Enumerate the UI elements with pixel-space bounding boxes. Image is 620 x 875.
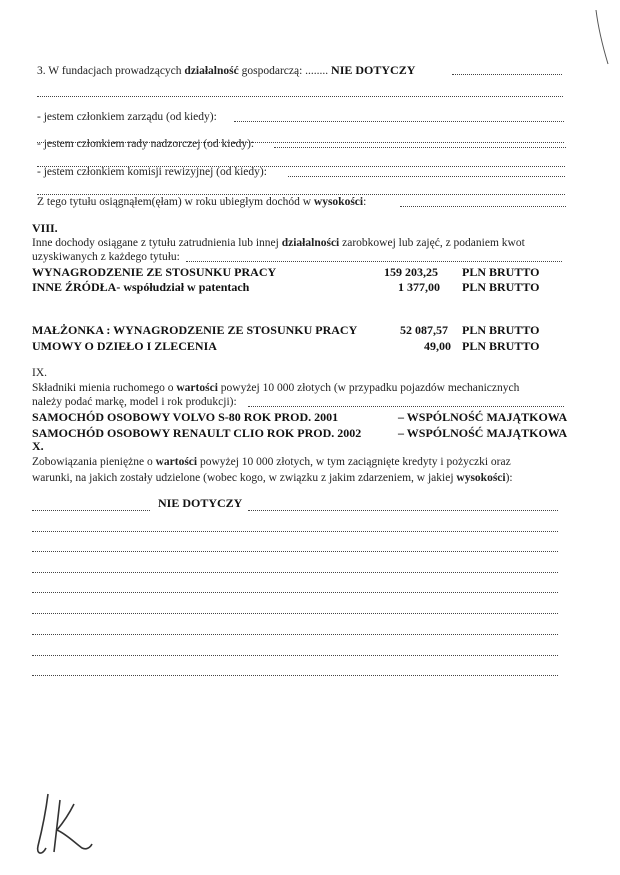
intro-text: Inne dochody osiągane z tytułu zatrudnienia lub innej (32, 237, 279, 249)
income-line (37, 196, 366, 209)
intro-bold: działalności (281, 237, 340, 249)
fill-line (32, 531, 558, 532)
handwritten-initials (30, 790, 100, 865)
audit-committee-label: - jestem członkiem komisji rewizyjnej (od kiedy): (37, 166, 267, 178)
income-row-label: UMOWY O DZIEŁO I ZLECENIA (32, 339, 217, 353)
fill-line (37, 96, 563, 97)
income-bold: wysokości (313, 196, 364, 208)
fill-line (248, 510, 558, 511)
intro-text: zarobkowej lub zajęć, z podaniem kwot (342, 237, 525, 249)
intro-text: warunki, na jakich zostały udzielone (wobec kogo, w związku z jakim zdarzeniem, w jakiej (32, 472, 454, 484)
item-3-value: NIE DOTYCZY (331, 63, 416, 77)
section-x-intro-line1 (32, 456, 511, 469)
section-heading-viii: VIII. (32, 221, 58, 235)
movable-asset-label: SAMOCHÓD OSOBOWY VOLVO S-80 ROK PROD. 2001 (32, 410, 339, 424)
income-row-label: MAŁŻONKA : WYNAGRODZENIE ZE STOSUNKU PRACY (32, 323, 358, 337)
supervisory-board-label: - jestem członkiem rady nadzorczej (od kiedy): (37, 138, 255, 150)
income-row-unit: PLN BRUTTO (462, 339, 540, 353)
section-heading-x: X. (32, 439, 44, 453)
income-prefix: Z tego tytułu osiągnąłem(ęłam) w roku ubiegłym dochód w (37, 196, 312, 208)
fill-line (248, 406, 564, 407)
income-row-amount: 49,00 (424, 339, 451, 353)
fill-line (32, 551, 558, 552)
income-row-unit: PLN BRUTTO (462, 323, 540, 337)
fill-line (32, 655, 558, 656)
intro-bold: wartości (155, 456, 198, 468)
intro-text: Składniki mienia ruchomego o (32, 382, 174, 394)
fill-line (32, 510, 150, 511)
section-viii-intro-line2: uzyskiwanych z każdego tytułu: (32, 251, 180, 263)
fill-line (32, 675, 558, 676)
movable-asset-note: – WSPÓLNOŚĆ MAJĄTKOWA (398, 426, 568, 440)
income-row-label: WYNAGRODZENIE ZE STOSUNKU PRACY (32, 265, 277, 279)
intro-text: Zobowiązania pieniężne o (32, 456, 153, 468)
fill-line (32, 592, 558, 593)
intro-text: powyżej 10 000 złotych (w przypadku pojazdów mechanicznych (220, 382, 520, 394)
item-3-suffix: gospodarczą: ........ (241, 65, 329, 77)
fill-line (32, 572, 558, 573)
fill-line (186, 261, 562, 262)
intro-text: powyżej 10 000 złotych, w tym zaciągnięte kredyty i pożyczki oraz (199, 456, 511, 468)
fill-line (274, 147, 566, 148)
income-row-unit: PLN BRUTTO (462, 265, 540, 279)
section-x-intro-line2 (32, 472, 513, 485)
income-suffix: : (363, 196, 367, 208)
section-ix-intro-line2: należy podać markę, model i rok produkcji): (32, 396, 237, 408)
section-viii-intro-line1 (32, 237, 525, 250)
income-row-amount: 1 377,00 (398, 280, 440, 294)
income-row-amount: 159 203,25 (384, 265, 438, 279)
board-member-label: - jestem członkiem zarządu (od kiedy): (37, 111, 217, 123)
fill-line (37, 194, 565, 195)
movable-asset-note: – WSPÓLNOŚĆ MAJĄTKOWA (398, 410, 568, 424)
income-row-amount: 52 087,57 (400, 323, 448, 337)
fill-line (288, 176, 565, 177)
intro-text: ): (505, 472, 513, 484)
movable-asset-label: SAMOCHÓD OSOBOWY RENAULT CLIO ROK PROD. 2002 (32, 426, 362, 440)
intro-bold: wysokości (456, 472, 506, 484)
margin-pen-mark (592, 8, 612, 73)
item-3-bold: działalność (184, 65, 239, 77)
income-row-label: INNE ŹRÓDŁA- współudział w patentach (32, 280, 250, 294)
section-x-value: NIE DOTYCZY (158, 496, 243, 510)
section-heading-ix: IX. (32, 367, 48, 379)
fill-line (452, 74, 562, 75)
fill-line (400, 206, 566, 207)
intro-bold: wartości (176, 382, 218, 394)
item-3-prefix: 3. W fundacjach prowadzących (37, 65, 182, 77)
item-3-line (37, 64, 415, 78)
fill-line (32, 634, 558, 635)
section-ix-intro-line1 (32, 382, 519, 395)
income-row-unit: PLN BRUTTO (462, 280, 540, 294)
fill-line (234, 121, 564, 122)
fill-line (32, 613, 558, 614)
